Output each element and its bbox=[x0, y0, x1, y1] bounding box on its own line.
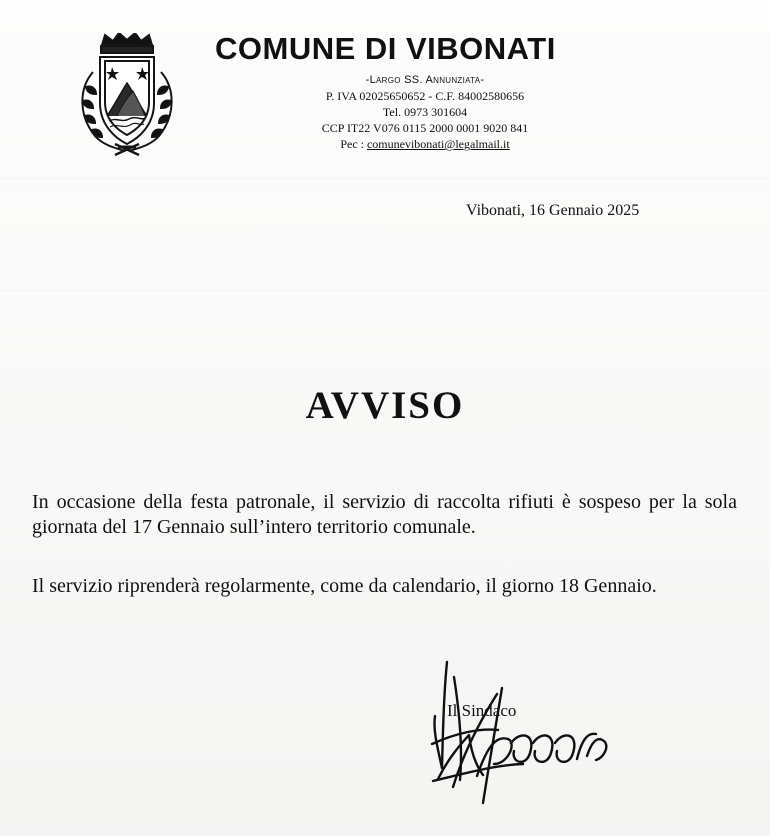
scan-shadow-line bbox=[0, 290, 770, 291]
handwritten-signature-icon bbox=[425, 655, 615, 815]
postal-account: CCP IT22 V076 0115 2000 0001 9020 841 bbox=[321, 121, 529, 135]
municipality-street: -Largo SS. Annunziata- bbox=[365, 74, 485, 86]
vat-tax-code: P. IVA 02025650652 - C.F. 84002580656 bbox=[325, 89, 525, 103]
pec-label: Pec : bbox=[340, 137, 364, 151]
municipality-name: COMUNE DI VIBONATI bbox=[215, 31, 556, 66]
document-date: Vibonati, 16 Gennaio 2025 bbox=[466, 202, 640, 219]
suspension-notice-paragraph: In occasione della festa patronale, il servizio di raccolta rifiuti è sospeso per la sola giornata del 17 Gennaio sull’intero territorio comunale. bbox=[32, 491, 737, 538]
service-resumption-paragraph: Il servizio riprenderà regolarmente, come da calendario, il giorno 18 Gennaio. bbox=[32, 575, 657, 597]
municipal-coat-of-arms-icon bbox=[72, 33, 182, 158]
notice-title: AVVISO bbox=[305, 384, 465, 427]
scan-shadow-line bbox=[0, 178, 770, 179]
municipality-contact-block bbox=[295, 72, 555, 152]
phone-number: Tel. 0973 301604 bbox=[382, 105, 468, 119]
pec-address: comunevibonati@legalmail.it bbox=[366, 137, 510, 151]
mayor-signature-label: Il Sindaco bbox=[447, 701, 517, 720]
pec-line bbox=[295, 136, 555, 152]
